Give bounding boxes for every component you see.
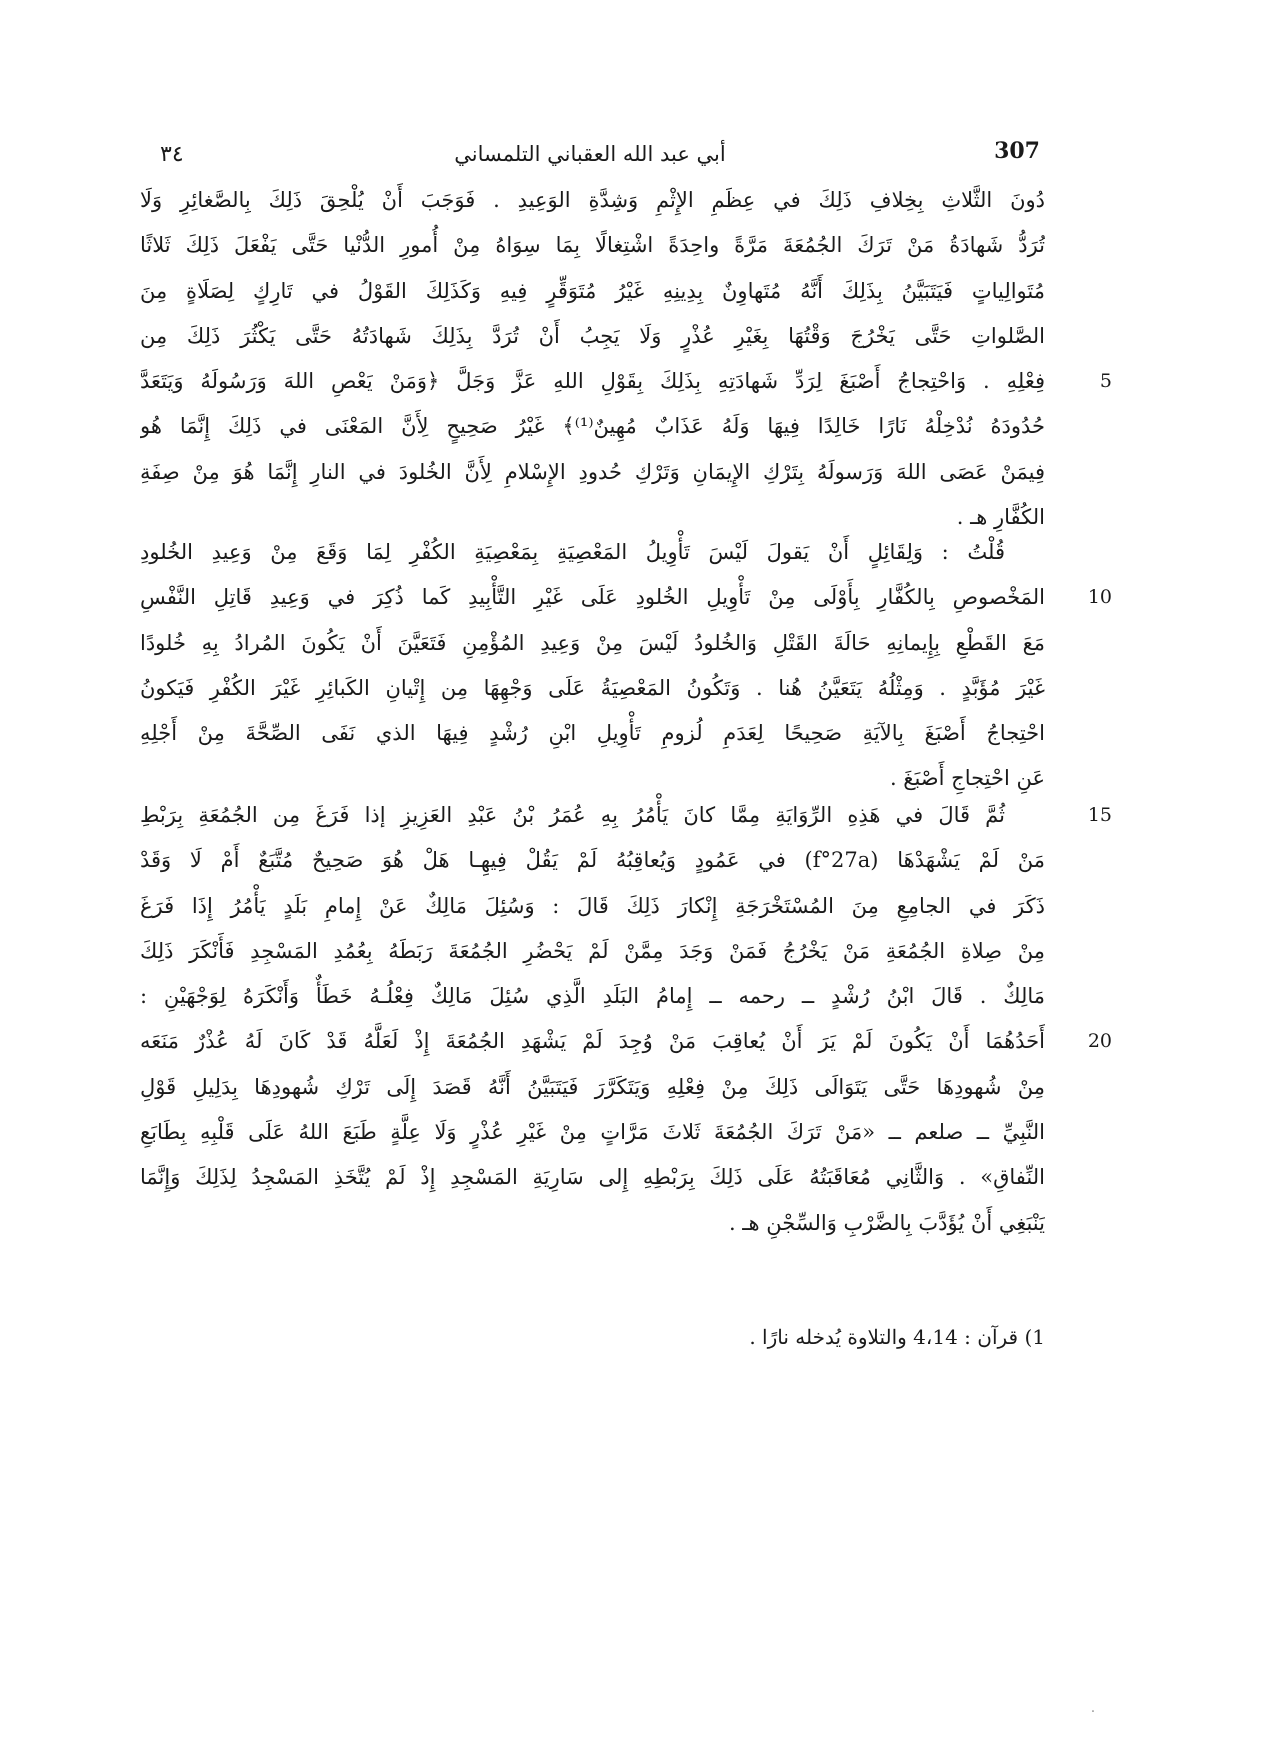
text-line: فِعْلِهِ . وَاحْتِجاجُ أَصْبَغَ لِرَدِّ شَهادَتِهِ بِذَلِكَ بِقَوْلِ اللهِ عَزَّ وَجَلَّ ﴿وَمَنْ يَعْصِ اللهَ وَرَسُولَهُ وَيَتَعَدَّ xyxy=(140,369,1045,394)
page-number: 307 xyxy=(994,138,1040,164)
text-line: مَعَ القَطْعِ بِإِيمانِهِ حَالَةَ القَتْلِ وَالخُلودُ لَيْسَ مِنْ وَعِيدِ المُؤْمِنِ فَتَعَيَّنَ أَنْ يَكُونَ المُرادُ بِهِ خُلودًا xyxy=(140,630,1045,655)
page-number-arabic: ٣٤ xyxy=(160,142,184,167)
text-line: مُتَوالِياتٍ فَيَتَبَيَّنُ بِذَلِكَ أَنَّهُ مُتَهاوِنٌ بِدِينِهِ غَيْرُ مُتَوَقِّرٍ فِيهِ وَكَذَلِكَ القَوْلُ في تَارِكٍ لِصَلَاةٍ مِنَ xyxy=(140,278,1045,303)
line-number: 10 xyxy=(1087,586,1112,608)
paragraph-2 xyxy=(140,530,1045,802)
text-line: الصَّلواتِ حَتَّى يَخْرُجَ وَقْتُهَا بِغَيْرِ عُذْرٍ وَلَا يَجِبُ أَنْ تُرَدَّ بِذَلِكَ شَهادَتُهُ حَتَّى يَكْثُرَ ذَلِكَ مِن xyxy=(140,323,1045,348)
text-line: ثُمَّ قَالَ في هَذِهِ الرِّوَايَةِ مِمَّا كانَ يَأْمُرُ بِهِ عُمَرُ بْنُ عَبْدِ العَزِيزِ إذا فَرَغَ مِن الجُمُعَةِ بِرَبْطِ xyxy=(140,803,1005,827)
text-line: الكُفَّارِ هـ . xyxy=(956,505,1045,530)
text-line: النِّفاقِ» . وَالثَّانِي مُعَاقَبَتُهُ عَلَى ذَلِكَ بِرَبْطِهِ إِلى سَارِيَةِ المَسْجِدِ إِذْ لَمْ يُتَّخَذِ المَسْجِدُ لِذَلِكَ وَإِنَّمَا xyxy=(140,1165,1045,1190)
text-line: فِيمَنْ عَصَى اللهَ وَرَسولَهُ بِتَرْكِ الإِيمَانِ وَتَرْكِ حُدودِ الإِسْلامِ لِأَنَّ الخُلودَ في النارِ إِنَّمَا هُوَ مِنْ صِفَةِ xyxy=(140,459,1045,484)
text-line: تُرَدُّ شَهادَةُ مَنْ تَرَكَ الجُمُعَةَ مَرَّةً واحِدَةً اشْتِغالًا بِمَا سِوَاهُ مِنْ أُمورِ الدُّنْيا حَتَّى يَفْعَلَ ذَلِكَ ثَلاثًا xyxy=(140,233,1045,258)
text-line: مَالِكٌ . قَالَ ابْنُ رُشْدٍ ــ رحمه ــ إِمامُ البَلَدِ الَّذِي سُئِلَ مَالِكٌ فِعْلُـهُ خَطَأٌ وَأَنْكَرَهُ لِوَجْهَيْنِ : xyxy=(140,984,1045,1009)
page-header xyxy=(140,138,1040,178)
text-line: ذَكَرَ في الجامِعِ مِنَ المُسْتَخْرَجَةِ إِنْكارَ ذَلِكَ قَالَ : وَسُئِلَ مَالِكٌ عَنْ إِمامِ بَلَدٍ يَأْمُرُ إِذَا فَرَغَ xyxy=(140,893,1045,918)
text-line: مَنْ لَمْ يَشْهَدْهَا (f°27a) في عَمُودٍ وَيُعاقِبُهُ لَمْ يَقُلْ فِيهِـا هَلْ هُوَ صَحِيحٌ مُتَّبَعٌ أَمْ لَا وَقَدْ xyxy=(140,848,1045,873)
text-line: دُونَ الثَّلاثِ بِخِلافِ ذَلِكَ في عِظَمِ الإِثْمِ وَشِدَّةِ الوَعِيدِ . فَوَجَبَ أَنْ يُلْحِقَ ذَلِكَ بِالصَّغائِرِ وَلَا xyxy=(140,188,1045,212)
text-line: حُدُودَهُ نُدْخِلْهُ نَارًا خَالِدًا فِيهَا وَلَهُ عَذَابٌ مُهِينٌ⁽¹⁾﴾ غَيْرُ صَحِيحٍ لِأَنَّ المَعْنَى في ذَلِكَ إِنَّمَا هُو xyxy=(140,414,1045,439)
line-number: 15 xyxy=(1087,804,1112,826)
paragraph-3 xyxy=(140,793,1045,1246)
text-line: مِنْ صِلاةِ الجُمُعَةِ مَنْ يَخْرُجُ فَمَنْ وَجَدَ مِمَّنْ لَمْ يَحْضُرِ الجُمُعَةَ رَبَطَهُ بِعُمُدِ المَسْجِدِ فَأَنْكَرَ ذَلِكَ xyxy=(140,938,1045,963)
paragraph-1 xyxy=(140,178,1045,540)
running-title: أبي عبد الله العقباني التلمساني xyxy=(454,142,726,166)
text-line: عَنِ احْتِجاجِ أَصْبَغَ . xyxy=(889,766,1045,791)
line-number: 5 xyxy=(1099,370,1112,392)
text-line: المَخْصوصِ بِالكُفَّارِ بِأَوْلَى مِنْ تَأْوِيلِ الخُلودِ عَلَى غَيْرِ التَّأْبِيدِ كَما ذُكِرَ في وَعِيدِ قَاتِلِ النَّفْسِ xyxy=(140,585,1045,610)
footnote: 1) قرآن : 4،14 والتلاوة يُدخله نارًا . xyxy=(749,1325,1045,1349)
text-line: غَيْرَ مُؤَبَّدٍ . وَمِثْلُهُ يَتَعَيَّنُ هُنا . وَتَكُونُ المَعْصِيَةُ عَلَى وَجْهِهَا مِن إِتْيانِ الكَبائِرِ غَيْرَ الكُفْرِ فَيَكونُ xyxy=(140,675,1045,700)
text-line: أَحَدُهُمَا أَنْ يَكُونَ لَمْ يَرَ أَنْ يُعاقِبَ مَنْ وُجِدَ لَمْ يَشْهَدِ الجُمُعَةَ إِذْ لَعَلَّهُ قَدْ كَانَ لَهُ عُذْرٌ مَنَعَه xyxy=(140,1029,1045,1054)
text-line: النَّبِيِّ ــ صلعم ــ «مَنْ تَرَكَ الجُمُعَةَ ثَلاثَ مَرَّاتٍ مِنْ غَيْرِ عُذْرٍ وَلَا عِلَّةٍ طَبَعَ اللهُ عَلَى قَلْبِهِ بِطَابَعِ xyxy=(140,1120,1045,1145)
text-line: مِنْ شُهودِهَا حَتَّى يَتَوَالَى ذَلِكَ مِنْ فِعْلِهِ وَيَتَكَرَّرَ فَيَتَبَيَّنُ أَنَّهُ قَصَدَ إِلَى تَرْكِ شُهودِهَا بِدَلِيلِ قَوْلِ xyxy=(140,1074,1045,1099)
line-number: 20 xyxy=(1087,1030,1112,1052)
text-line: احْتِجاجُ أَصْبَغَ بِالآيَةِ صَحِيحًا لِعَدَمِ لُزومِ تَأْوِيلِ ابْنِ رُشْدٍ فِيهَا الذي نَفَى الصِّحَّةَ مِنْ أَجْلِهِ xyxy=(140,721,1045,746)
text-line: قُلْتُ : وَلِقَائِلٍ أَنْ يَقولَ لَيْسَ تَأْوِيلُ المَعْصِيَةِ بِمَعْصِيَةِ الكُفْرِ لِمَا وَقَعَ مِنْ وَعِيدِ الخُلودِ xyxy=(140,540,1005,564)
text-line: يَنْبَغِي أَنْ يُؤَدَّبَ بِالضَّرْبِ وَالسِّجْنِ هـ . xyxy=(728,1210,1045,1235)
page-mark: . xyxy=(1090,1700,1096,1716)
